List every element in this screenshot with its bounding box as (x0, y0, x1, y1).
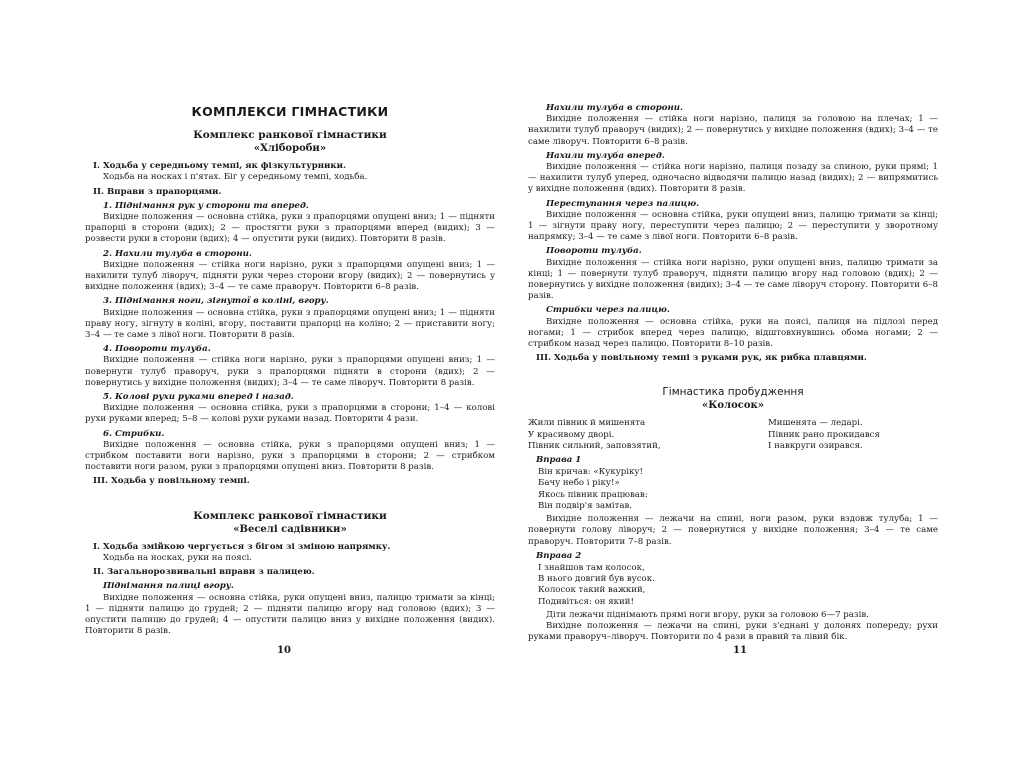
exercise-text: Вихідне положення — стійка ноги нарізно, палиця за головою на плечах; 1 — нахилити тулуб праворуч (видих); 2 — повернутись у вихідне положення (вдих); 3–4 — те саме ліворуч. Повторити 6–8 разів. (528, 114, 938, 147)
exercise-text: Вихідне положення — стійка ноги нарізно, палиця позаду за спиною, руки прямі; 1 — нахилити тулуб уперед, одночасно відводячи палицю назад (видих); 2 — випрямитись у вихідне положення (вдих). Повторити 8 разів. (528, 162, 938, 195)
exercise-title: 5. Колові рухи руками вперед і назад. (103, 392, 294, 403)
complex2-section-2: II. Загальнорозвивальні вправи з палицею. (93, 567, 315, 578)
exercise-text: Вихідне положення — основна стійка, руки з прапорцями опущені вниз; 1 — підняти праву ногу, зігнуту в коліні, вгору, поставити прапорці на коліно; 2 — приставити ногу; 3–4 — те саме з лівої ноги. Повторити 8 разів. (85, 307, 495, 341)
exercise-title: Піднімання палиці вгору. (103, 581, 234, 592)
complex2-section-1: I. Ходьба змійкою чергується з бігом зі зміною напрямку. (93, 541, 391, 552)
exercise-title: 3. Піднімання ноги, зігнутої в коліні, вгору. (103, 296, 329, 307)
exercise-title: 6. Стрибки. (103, 428, 165, 439)
exercise-2-text-1: Діти лежачи піднімають прямі ноги вгору, руки за головою 6—7 разів. (546, 609, 869, 620)
exercise-2-title: Вправа 2 (536, 550, 582, 561)
complex2-subtitle: «Веселі садівники» (233, 523, 347, 535)
exercise-text: Вихідне положення — стійка ноги нарізно, руки з прапорцями опущені вниз; 1 — повернути тулуб праворуч, руки з прапорцями підняти в сторони (вдих); 2 — повернутись у вихідне положення (видих); 3–4 — те саме ліворуч. Повторити 8 разів. (85, 355, 495, 388)
poem-line: І навкруги озирався. (768, 440, 863, 451)
exercise-text: Вихідне положення — основна стійка, руки на поясі, палиця на підлозі перед ногами; 1 — стрибок вперед через палицю, відштовхнувшись обома ногами; 2 — стрибком назад через палицю. Повторити 8–10 разів. (528, 316, 938, 350)
exercise-1-text: Вихідне положення — лежачи на спині, ноги разом, руки вздовж тулуба; 1 — повернути голову ліворуч; 2 — повернутися у вихідне положення; 3–4 — те саме праворуч. Повторити 7–8 разів. (528, 514, 938, 547)
poem (528, 418, 938, 452)
right-section-3: III. Ходьба у повільному темпі з руками рук, як рибка плавцями. (536, 353, 867, 364)
exercise-1-verse (538, 467, 938, 512)
exercise-title: 4. Повороти тулуба. (103, 344, 211, 355)
verse-line: В нього довгий був вусок. (538, 574, 655, 585)
complex1-section-1: I. Ходьба у середньому темпі, як фізкультурники. (93, 161, 346, 172)
exercise-text: Вихідне положення — стійка ноги нарізно, руки з прапорцями опущені вниз; 1 — нахилити тулуб ліворуч, підняти руки через сторони вгору (видих); 2 — повернутись у вихідне положення (вдих); 3–4 — те саме праворуч. Повторити 6–8 разів. (85, 259, 495, 293)
spacer (85, 488, 495, 510)
verse-line: Подивіться: он який! (538, 596, 634, 607)
poem-right-column (768, 418, 938, 452)
verse-line: Він кричав: «Кукуріку! (538, 467, 643, 478)
exercise-title: Повороти тулуба. (546, 246, 642, 257)
spacer (528, 364, 938, 386)
complex1-section-3: III. Ходьба у повільному темпі. (93, 476, 250, 487)
exercise-text: Вихідне положення — основна стійка, руки опущені вниз, палицю тримати за кінці; 1 — підняти палицю до грудей; 2 — підняти палицю вгору над головою (вдих); 3 — опустити палицю до грудей; 4 — опустити палицю вниз у вихідне положення (видих). Повторити 8 разів. (85, 592, 495, 637)
right-page (528, 100, 938, 643)
exercise-title: Нахили тулуба в сторони. (546, 103, 683, 113)
poem-line: Півник сильний, заповзятий, (528, 440, 661, 451)
left-page (85, 100, 495, 637)
exercise-text: Вихідне положення — стійка ноги нарізно, руки опущені вниз, палицю тримати за кінці; 1 — повернути тулуб праворуч, підняти палицю вгору над головою (вдих); 2 — повернутись у вихідне положення (видих); 3–4 — те саме ліворуч сторону. Повторити 6–8 разів. (528, 257, 938, 302)
exercise-2-text-2: Вихідне положення — лежачи на спині, руки з'єднані у долонях попереду; рухи руками праворуч–ліворуч. Повторити по 4 рази в правий та лівий бік. (528, 620, 938, 643)
exercise-text: Вихідне положення — основна стійка, руки з прапорцями опущені вниз; 1 — підняти прапорці в сторони (вдих); 2 — простягти руки з прапорцями вперед (видих); 3 — розвести руки в сторони (вдих); 4 — опустити руки (видих). Повторити 8 разів. (85, 212, 495, 245)
poem-line: Жили півник й мишенята (528, 418, 646, 429)
verse-line: Бачу небо і ріку!» (538, 478, 620, 489)
wake-title: Гімнастика пробудження (662, 386, 804, 399)
complex1-title: Комплекс ранкової гімнастики (193, 129, 387, 142)
exercise-2-verse (538, 563, 938, 608)
left-page-number: 10 (277, 645, 291, 656)
complex2-section-1-text: Ходьба на носках, руки на поясі. (103, 552, 252, 563)
poem-line: Мишенята — ледарі. (768, 418, 863, 429)
wake-subtitle: «Колосок» (702, 400, 764, 412)
verse-line: Якось півник працював: (538, 489, 648, 500)
complex1-section-2: II. Вправи з прапорцями. (93, 186, 222, 197)
exercise-1-title: Вправа 1 (536, 455, 582, 466)
complex2-title: Комплекс ранкової гімнастики (193, 509, 387, 522)
chapter-heading: КОМПЛЕКСИ ГІМНАСТИКИ (191, 104, 389, 119)
poem-left-column (528, 418, 718, 452)
verse-line: Колосок такий важкий, (538, 585, 646, 596)
right-page-number: 11 (733, 645, 747, 656)
exercise-title: Нахили тулуба вперед. (546, 150, 665, 161)
exercise-title: 1. Піднімання рук у сторони та вперед. (103, 200, 309, 211)
exercise-title: Переступання через палицю. (546, 198, 700, 209)
complex1-section-1-text: Ходьба на носках і п'ятах. Біг у середньому темпі, ходьба. (103, 172, 368, 183)
exercise-title: 2. Нахили тулуба в сторони. (103, 248, 252, 259)
verse-line: І знайшов там колосок, (538, 562, 645, 573)
poem-line: У красивому дворі. (528, 429, 615, 440)
exercise-text: Вихідне положення — основна стійка, руки з прапорцями опущені вниз; 1 — стрибком поставити ноги нарізно, руки з прапорцями в сторони; 2 — стрибком поставити ноги разом, руки з прапорцями опущені вниз. Повторити 8 разів. (85, 439, 495, 473)
exercise-text: Вихідне положення — основна стійка, руки опущені вниз, палицю тримати за кінці; 1 — зігнути праву ногу, переступити через палицю; 2 — переступити у зворотному напрямку; 3–4 — те саме з лівої ноги. Повторити 6–8 разів. (528, 209, 938, 243)
exercise-title: Стрибки через палицю. (546, 305, 670, 316)
complex1-subtitle: «Хлібороби» (253, 143, 327, 155)
poem-line: Півник рано прокидався (768, 429, 880, 440)
exercise-text: Вихідне положення — основна стійка, руки з прапорцями в сторони; 1–4 — колові рухи руками вперед; 5–8 — колові рухи руками назад. Повторити 4 рази. (85, 403, 495, 425)
verse-line: Він подвір'я замітав. (538, 500, 633, 511)
